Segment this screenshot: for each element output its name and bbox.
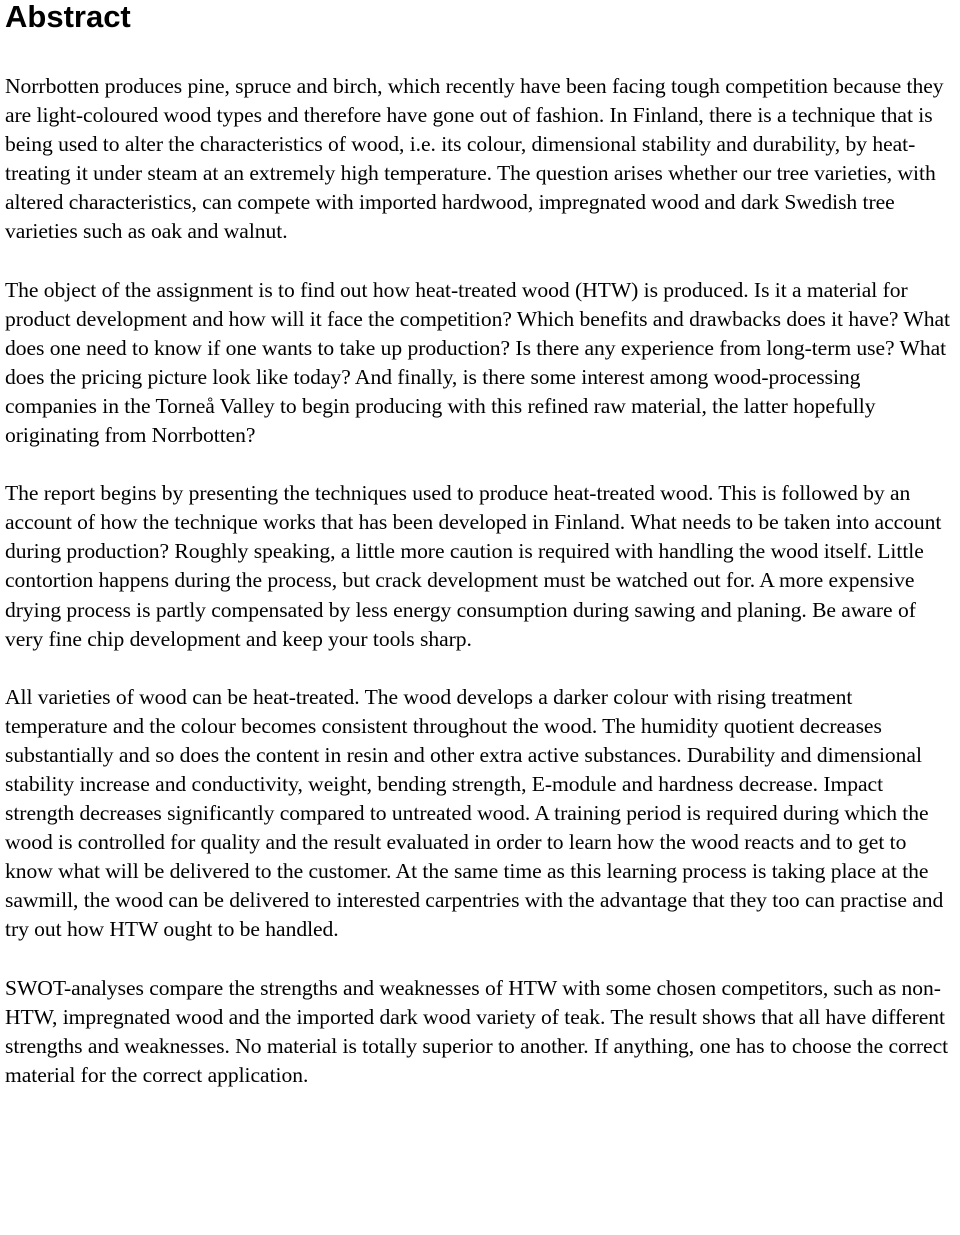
page-title: Abstract: [5, 0, 131, 34]
paragraph-5: SWOT-analyses compare the strengths and weaknesses of HTW with some chosen competitors, such as non-HTW, impregnated wood and the imported dark wood variety of teak. The result shows that all have different strengths and weaknesses. No material is totally superior to another. If anything, one has to choose the correct material for the correct application.: [5, 975, 949, 1087]
paragraph-3: The report begins by presenting the techniques used to produce heat-treated wood. This is followed by an account of how the technique works that has been developed in Finland. What needs to be taken into account during production? Roughly speaking, a little more caution is required with handling the wood itself. Little contortion happens during the process, but crack development must be watched out for. A more expensive drying process is partly compensated by less energy consumption during sawing and planing. Be aware of very fine chip development and keep your tools sharp.: [5, 481, 942, 651]
paragraph-1: Norrbotten produces pine, spruce and birch, which recently have been facing tough competition because they are light-coloured wood types and therefore have gone out of fashion. In Finland, there is a technique that is being used to alter the characteristics of wood, i.e. its colour, dimensional stability and durability, by heat-treating it under steam at an extremely high temperature. The question arises whether our tree varieties, with altered characteristics, can compete with imported hardwood, impregnated wood and dark Swedish tree varieties such as oak and walnut.: [5, 74, 944, 244]
paragraph-2: The object of the assignment is to find out how heat-treated wood (HTW) is produced. Is it a material for product development and how will it face the competition? Which benefits and drawbacks does it have? What does one need to know if one wants to take up production? Is there any experience from long-term use? What does the pricing picture look like today? And finally, is there some interest among wood-processing companies in the Torneå Valley to begin producing with this refined raw material, the latter hopefully originating from Norrbotten?: [5, 277, 950, 448]
paragraph-4: All varieties of wood can be heat-treated. The wood develops a darker colour with rising treatment temperature and the colour becomes consistent throughout the wood. The humidity quotient decreases substantially and so does the content in resin and other extra active substances. Durability and dimensional stability increase and conductivity, weight, bending strength, E-module and hardness decrease. Impact strength decreases significantly compared to untreated wood. A training period is required during which the wood is controlled for quality and the result evaluated in order to learn how the wood reacts and to get to know what will be delivered to the customer. At the same time as this learning process is taking place at the sawmill, the wood can be delivered to interested carpentries with the advantage that they too can practise and try out how HTW ought to be handled.: [5, 684, 944, 942]
